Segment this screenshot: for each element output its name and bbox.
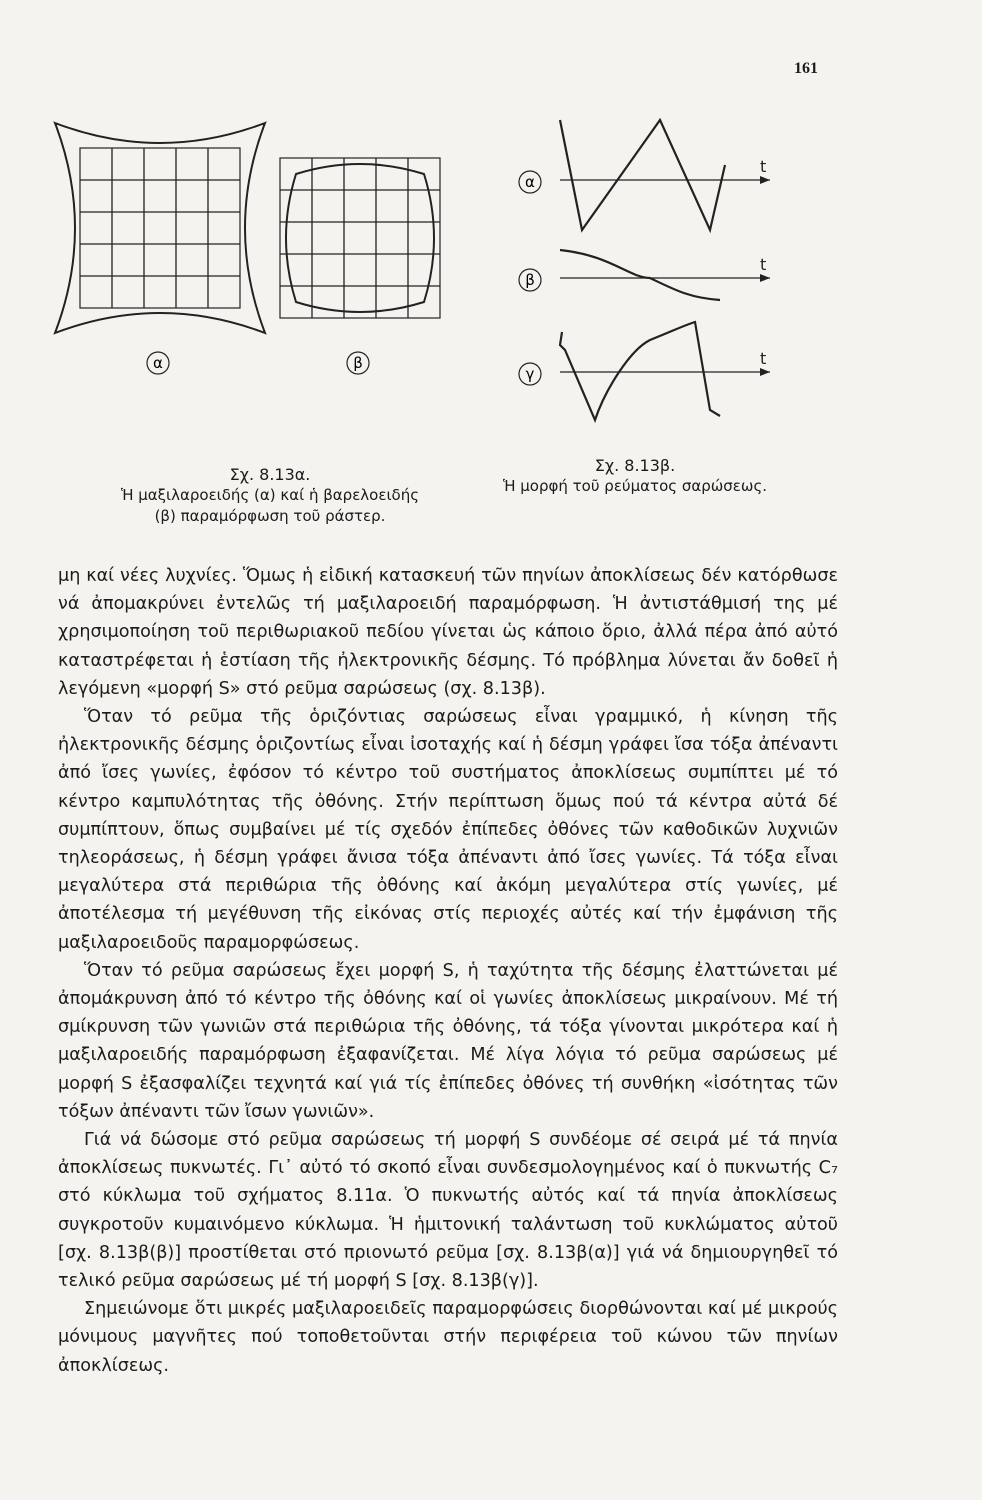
barrel-outline [286,164,434,312]
svg-text:α: α [525,173,535,191]
figure-b-caption-title: Σχ. 8.13β. [594,456,676,475]
reference-frame [80,148,240,308]
barrel-raster-diagram [272,150,448,326]
figure-a-caption-line: (β) παραμόρφωση τοῦ ράστερ. [154,507,386,525]
paragraph: Ὅταν τό ρεῦμα σαρώσεως ἔχει μορφή S, ἡ ταχύτητα τῆς δέσμης ἐλαττώνεται μέ ἀπομάκρυνση ἀπό τό κέντρο τῆς ὀθόνης καί οἱ γωνίες ἀποκλίσεως μικραίνουν. Μέ τή σμίκρυνση τῶν γωνιῶν στά περιθώρια τῆς ὀθόνης, τά τόξα γίνονται μικρότερα καί ἡ μαξιλαροειδής παραμόρφωση ἐξαφανίζεται. Μέ λίγα λόγια τό ρεῦμα σαρώσεως μέ μορφή S ἐξασφαλίζει τεχνητά καί γιά τίς ἐπίπεδες ὀθόνες τή συνθήκη «ἰσότητας τῶν τόξων ἀπέναντι τῶν ἴσων γωνιῶν». [58,960,838,1122]
scan-current-waveforms [510,110,800,440]
pincushion-raster-diagram [50,118,270,338]
paragraph: Ὅταν τό ρεῦμα τῆς ὁριζόντιας σαρώσεως εἶναι γραμμικό, ἡ κίνηση τῆς ἠλεκτρονικῆς δέσμης ὁριζοντίως εἶναι ἰσοταχής καί ἡ δέσμη γράφει ἴσα τόξα ἀπέναντι ἀπό ἴσες γωνίες, ἐφόσον τό κέντρο τοῦ συστήματος ἀποκλίσεως συμπίπτει μέ τό κέντρο καμπυλότητας τῆς ὀθόνης. Στήν περίπτωση ὅμως πού τά κέντρα αὐτά δέ συμπίπτουν, ὅπως συμβαίνει μέ τίς σχεδόν ἐπίπεδες ὀθόνες τῶν καθοδικῶν λυχνιῶν τηλεοράσεως, ἡ δέσμη γράφει ἄνισα τόξα ἀπέναντι ἀπό ἴσες γωνίες. Τά τόξα εἶναι μεγαλύτερα στά περιθώρια τῆς ὀθόνης καί ἀκόμη μεγαλύτερα στίς γωνίες, μέ ἀποτέλεσμα τή μεγέθυνση τῆς εἰκόνας στίς περιοχές αὐτές καί τήν ἐμφάνιση τῆς μαξιλαροειδοῦς παραμορφώσεως. [58,707,838,953]
pincushion-outline [55,123,265,333]
page-number: 161 [794,60,818,77]
figure-b-caption-line: Ἡ μορφή τοῦ ρεύματος σαρώσεως. [502,477,768,495]
svg-text:β: β [353,354,363,372]
figure-b-label-gamma [519,363,541,385]
axis-label-t: t [760,157,767,176]
figure-a-label-beta [345,350,371,376]
svg-text:α: α [153,354,163,372]
sawtooth-waveform [560,120,770,230]
paragraph: Σημειώνομε ὅτι μικρές μαξιλαροειδεῖς παραμορφώσεις διορθώνονται καί μέ μικρούς μόνιμους μαγνῆτες πού τοποθετοῦνται στήν περιφέρεια τοῦ κώνου τῶν πηνίων ἀποκλίσεως. [58,1299,838,1376]
svg-text:γ: γ [525,365,535,383]
body-text [58,562,838,1380]
figure-a-caption-title: Σχ. 8.13α. [229,465,311,484]
figure-a-label-alpha [145,350,171,376]
paragraph: μη καί νέες λυχνίες. Ὅμως ἡ εἰδική κατασκευή τῶν πηνίων ἀποκλίσεως δέν κατόρθωσε νά ἀπομακρύνει ἐντελῶς τή μαξιλαροειδή παραμόρφωση. Ἡ ἀντιστάθμισή της μέ χρησιμοποίηση τοῦ περιθωριακοῦ πεδίου γίνεται ὡς κάποιο ὅριο, ἀλλά πέρα ἀπό αὐτό καταστρέφεται ἡ ἑστίαση τῆς ἠλεκτρονικῆς δέσμης. Τό πρόβλημα λύνεται ἄν δοθεῖ ἡ λεγόμενη «μορφή S» στό ρεῦμα σαρώσεως (σχ. 8.13β). [58,566,838,699]
straight-grid [80,148,240,308]
figure-b-caption [470,455,800,497]
figure-a-caption [90,464,450,527]
svg-text:β: β [525,271,535,289]
paragraph: Γιά νά δώσομε στό ρεῦμα σαρώσεως τή μορφή S συνδέομε σέ σειρά μέ τά πηνία ἀποκλίσεως πυκνωτές. Γι᾽ αὐτό τό σκοπό εἶναι συνδεσμολογημένος καί ὁ πυκνωτής C₇ στό κύκλωμα τοῦ σχήματος 8.11α. Ὁ πυκνωτής αὐτός καί τά πηνία ἀποκλίσεως συγκροτοῦν κυμαινόμενο κύκλωμα. Ἡ ἡμιτονική ταλάντωση τοῦ κυκλώματος αὐτοῦ [σχ. 8.13β(β)] προστίθεται στό πριονωτό ρεῦμα [σχ. 8.13β(α)] γιά νά δημιουργηθεῖ τό τελικό ρεῦμα σαρώσεως μέ τή μορφή S [σχ. 8.13β(γ)]. [58,1130,838,1292]
axis-label-t: t [760,255,767,274]
s-shaped-waveform [560,322,770,420]
figure-b-label-beta [519,269,541,291]
straight-grid [280,158,440,318]
reference-frame [280,158,440,318]
figure-b-label-alpha [519,171,541,193]
axis-label-t: t [760,349,767,368]
figure-a-caption-line: Ἡ μαξιλαροειδής (α) καί ἡ βαρελοειδής [120,486,420,504]
sinusoidal-waveform [560,250,770,300]
